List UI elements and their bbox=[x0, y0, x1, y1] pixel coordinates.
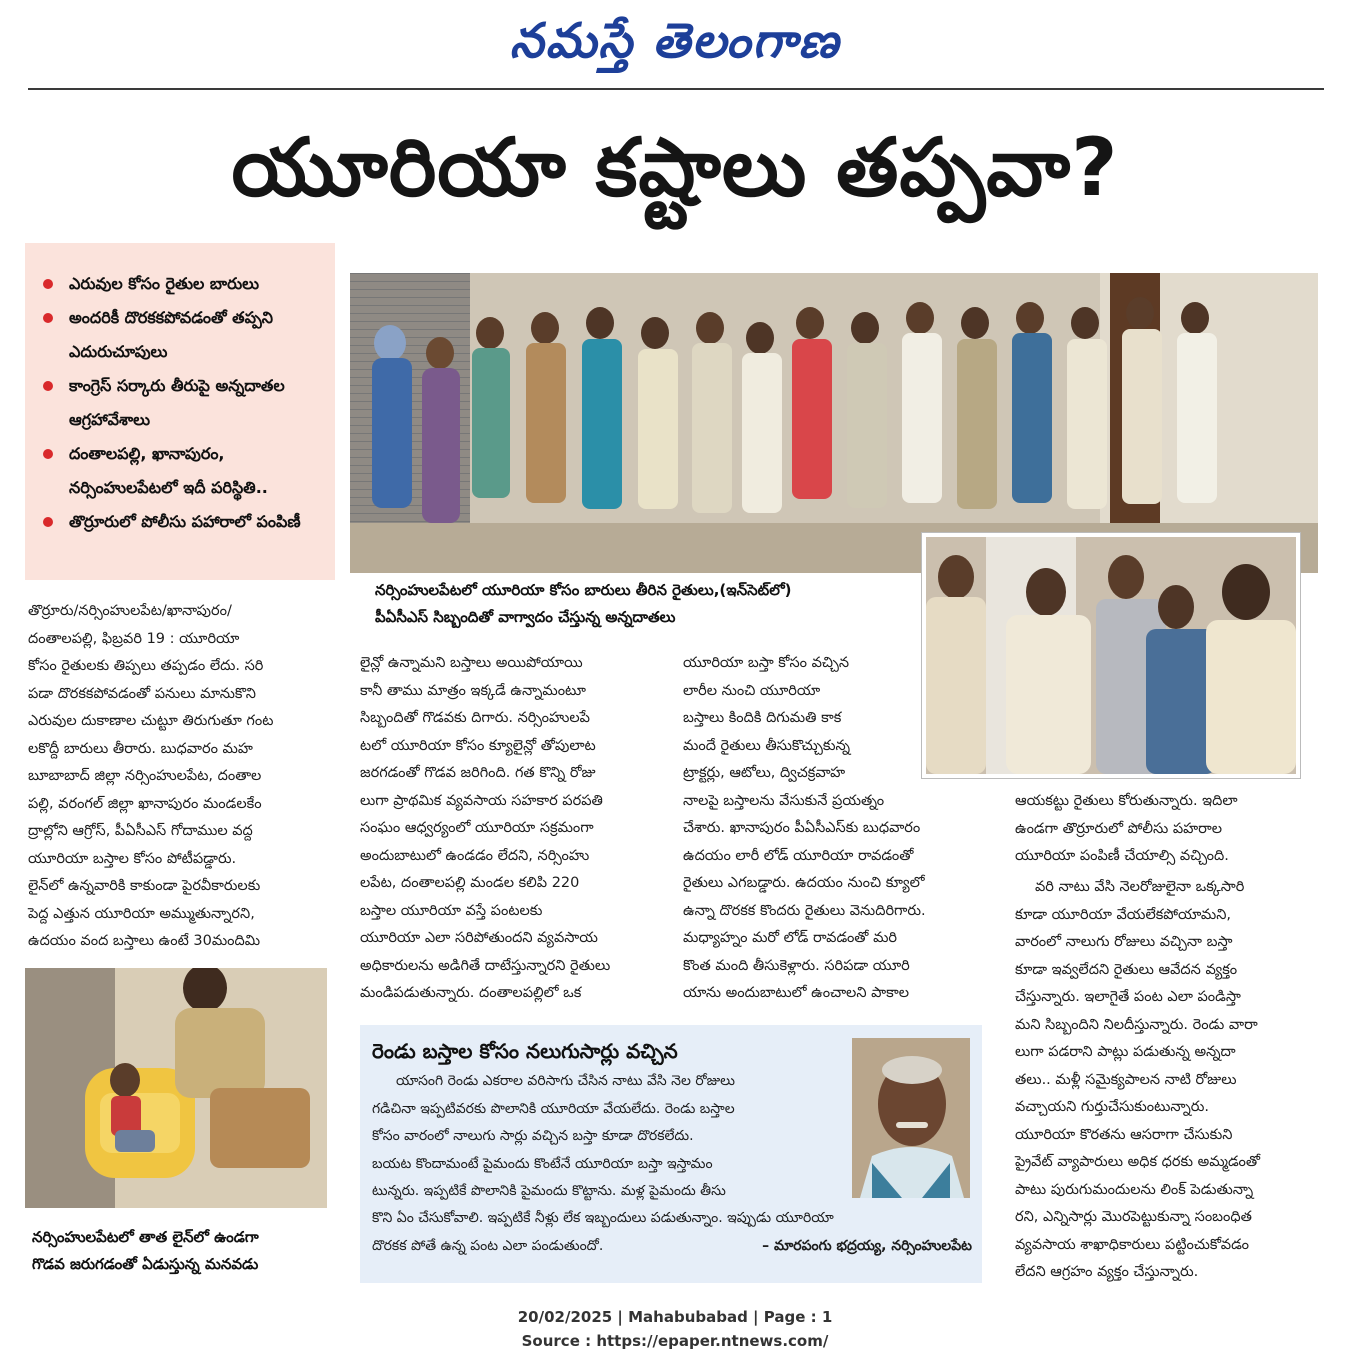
quote-box-body-bottom: కొని ఏం చేసుకోవాలి. ఇప్పటికే నీళ్లు లేక ఇబ్బందులు పడుతున్నాం. ఇప్పుడు యూరియా దొరకక పోతే ఉన్న పంట ఎలా పండుతుందో. – మారపంగు భద్రయ్య, నర్సింహులపేట bbox=[372, 1205, 972, 1260]
bullet-icon bbox=[43, 449, 53, 459]
highlights-box bbox=[25, 243, 335, 580]
masthead-logo: నమస్తే తెలంగాణ bbox=[509, 13, 841, 69]
quote-box-title: రెండు బస్తాల కోసం నలుగుసార్లు వచ్చిన bbox=[372, 1039, 678, 1063]
page-headline: యూరియా కష్టాలు తప్పవా? bbox=[231, 121, 1119, 214]
article-column-3: యూరియా బస్తా కోసం వచ్చిన లారీల నుంచి యూరియా బస్తాలు కిందికి దిగుమతి కాక మందే రైతులు తీసుకొచ్చుకున్న ట్రాక్టర్లు, ఆటోలు, ద్విచక్రవాహ నాలపై బస్తాలను వేసుకునే ప్రయత్నం చేశారు. ఖానాపురం పీఏసీఎస్‌కు బుధవారం ఉదయం లారీ లోడ్ యూరియా రావడంతో రైతులు ఎగబడ్డారు. ఉదయం నుంచి క్యూలో ఉన్నా దొరకక కొందరు రైతులు వెనుదిరిగారు. మధ్యాహ్నం మరో లోడ్ రావడంతో మరి కొంత మంది తీసుకెళ్లారు. సరిపడా యూరి యాను అందుబాటులో ఉంచాలని పాకాల bbox=[683, 655, 926, 1001]
farmer-portrait-photo bbox=[852, 1038, 970, 1198]
bullet-icon bbox=[43, 517, 53, 527]
bullet-icon bbox=[43, 279, 53, 289]
highlight-item: అందరికీ దొరకకపోవడంతో తప్పని ఎదురుచూపులు bbox=[43, 301, 325, 369]
footer-source: Source : https://epaper.ntnews.com/ bbox=[521, 1332, 829, 1350]
article-column-1: తొర్రూరు/నర్సింహులపేట/ఖానాపురం/ దంతాలపల్లి, ఫిబ్రవరి 19 : యూరియా కోసం రైతులకు తిప్పలు తప్పడం లేదు. సరి పడా దొరకకపోవడంతో పనులు మానుకొని ఎరువుల దుకాణాల చుట్టూ తిరుగుతూ గంట లకొద్దీ బారులు తీరారు. బుధవారం మహ బూబాబాద్ జిల్లా నర్సింహులపేట, దంతాల పల్లి, వరంగల్ జిల్లా ఖానాపురం మండలకేం ద్రాల్లోని ఆగ్రోస్, పీఏసీఎస్ గోదాముల వద్ద యూరియా బస్తాల కోసం పోటీపడ్డారు. లైన్‌లో ఉన్నవారికి కాకుండా పైరవీకారులకు పెద్ద ఎత్తున యూరియా అమ్ముతున్నారని, ఉదయం వంద బస్తాలు ఉంటే 30మందిమి bbox=[28, 603, 274, 949]
article-column-4-bottom: వరి నాటు వేసి నెలరోజులైనా ఒక్కసారి కూడా యూరియా వేయలేకపోయామని, వారంలో నాలుగు రోజులు వచ్చినా బస్తా కూడా ఇవ్వలేదని రైతులు ఆవేదన వ్యక్తం చేస్తున్నారు. ఇలాగైతే పంట ఎలా పండిస్తా మని సిబ్బందిని నిలదీస్తున్నారు. రెండు వారా లుగా పడరాని పాట్లు పడుతున్న అన్నదా తలు.. మళ్లీ సమైక్యపాలన నాటి రోజులు వచ్చాయని గుర్తుచేసుకుంటున్నారు. యూరియా కొరతను ఆసరాగా చేసుకుని ప్రైవేట్ వ్యాపారులు అధిక ధరకు అమ్మడంతో పాటు పురుగుమందులను లింక్ పెడుతున్నా రని, ఎన్నిసార్లు మొరపెట్టుకున్నా సంబంధిత వ్యవసాయ శాఖాధికారులు పట్టించుకోవడం లేదని ఆగ్రహం వ్యక్తం చేస్తున్నారు. bbox=[1015, 879, 1261, 1280]
highlight-item: దంతాలపల్లి, ఖానాపురం, నర్సింహులపేటలో ఇదీ పరిస్థితి.. bbox=[43, 437, 325, 505]
footer-date-edition: 20/02/2025 | Mahabubabad | Page : 1 bbox=[517, 1308, 833, 1326]
bullet-icon bbox=[43, 313, 53, 323]
bullet-icon bbox=[43, 381, 53, 391]
highlight-item: కాంగ్రెస్ సర్కారు తీరుపై అన్నదాతల ఆగ్రహావేశాలు bbox=[43, 369, 325, 437]
main-photo-caption: నర్సింహులపేటలో యూరియా కోసం బారులు తీరిన రైతులు,(ఇన్‌సెట్‌లో) పీఏసీఎస్ సిబ్బందితో వాగ్వాదం చేస్తున్న అన్నదాతలు bbox=[375, 581, 792, 626]
child-crying-photo bbox=[25, 968, 327, 1208]
quote-byline: – మారపంగు భద్రయ్య, నర్సింహులపేట bbox=[762, 1237, 972, 1254]
highlight-item: ఎరువుల కోసం రైతుల బారులు bbox=[43, 267, 325, 301]
masthead-rule bbox=[28, 88, 1324, 90]
farmers-queue-photo bbox=[350, 273, 1318, 573]
quote-box-body-top: యాసంగి రెండు ఎకరాల వరిసాగు చేసిన నాటు వేసి నెల రోజులు గడిచినా ఇప్పటివరకు పొలానికి యూరియా వేయలేదు. రెండు బస్తాల కోసం వారంలో నాలుగు సార్లు వచ్చిన బస్తా కూడా దొరకలేదు. బయట కొందామంటే పైమందు కొంటేనే యూరియా బస్తా ఇస్తామం టున్నరు. ఇప్పటికే పొలానికి పైమందు కొట్టాను. మళ్ల పైమందు తీసు bbox=[372, 1073, 735, 1199]
highlight-item: తొర్రూరులో పోలీసు పహారాలో పంపిణీ bbox=[43, 505, 325, 539]
article-column-2: లైన్లో ఉన్నామని బస్తాలు అయిపోయాయి కానీ తాము మాత్రం ఇక్కడే ఉన్నామంటూ సిబ్బందితో గొడవకు దిగారు. నర్సింహులపే టలో యూరియా కోసం క్యూలైన్లో తోపులాట జరగడంతో గొడవ జరిగింది. గత కొన్ని రోజు లుగా ప్రాథమిక వ్యవసాయ సహకార పరపతి సంఘం ఆధ్వర్యంలో యూరియా సక్రమంగా అందుబాటులో ఉండడం లేదని, నర్సింహు లపేట, దంతాలపల్లి మండల కలిపి 220 బస్తాల యూరియా వస్తే పంటలకు యూరియా ఎలా సరిపోతుందని వ్యవసాయ అధికారులను అడిగితే దాటేస్తున్నారని రైతులు మండిపడుతున్నారు. దంతాలపల్లిలో ఒక bbox=[360, 655, 611, 1001]
child-photo-caption: నర్సింహులపేటలో తాత లైన్‌లో ఉండగా గొడవ జరుగడంతో ఏడుస్తున్న మనవడు bbox=[32, 1228, 259, 1273]
article-column-4-top: ఆయకట్టు రైతులు కోరుతున్నారు. ఇదిలా ఉండగా తొర్రూరులో పోలీసు పహరాల యూరియా పంపిణీ చేయాల్సి వచ్చింది. bbox=[1015, 793, 1238, 864]
